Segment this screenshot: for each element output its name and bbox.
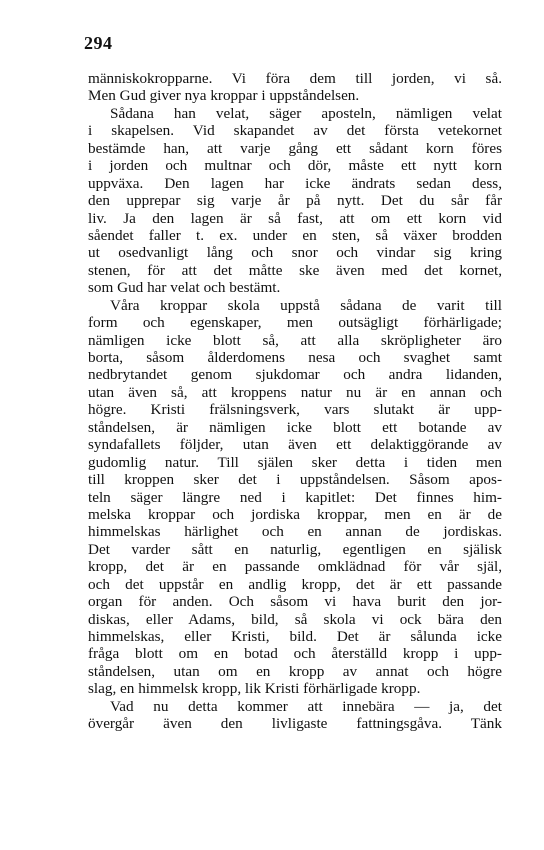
- text-line: Våra kroppar skola uppstå sådana de varit till: [110, 296, 502, 314]
- text-line: himmelskas, eller Kristi, bild. Det är sålunda icke: [88, 628, 502, 645]
- text-line: himmelskas härlighet och en annan de jordiskas.: [88, 523, 502, 541]
- text-line: form och egenskaper, men outsägligt förhärligade;: [88, 314, 502, 332]
- text-line: såendet faller t. ex. under en sten, så växer brodden: [88, 226, 502, 244]
- text-line: melska kroppar och jordiska kroppar, men en är de: [88, 505, 502, 523]
- text-line: övergår även den livligaste fattningsgåva. Tänk: [88, 715, 502, 733]
- text-line: organ för anden. Och såsom vi hava burit den jor-: [88, 593, 502, 611]
- text-line: Men Gud giver nya kroppar i uppståndelsen.: [88, 87, 360, 105]
- page-number: 294: [84, 33, 113, 53]
- text-line: i skapelsen. Vid skapandet av det första vetekornet: [88, 122, 502, 140]
- text-line: ut osedvanligt lång och snor och vindar sig kring: [88, 244, 502, 262]
- text-line: Sådana han velat, säger aposteln, nämligen velat: [110, 104, 502, 122]
- text-line: kropp, det är en passande omklädnad för vår själ,: [88, 558, 502, 576]
- text-line: till kroppen sker det i uppståndelsen. Såsom apos-: [88, 471, 502, 489]
- text-line: Det varder sått en naturlig, egentligen en själisk: [88, 540, 502, 558]
- text-line: gudomlig natur. Till själen sker detta i tiden men: [88, 453, 502, 471]
- text-line: ståndelsen, är nämligen icke blott ett botande av: [88, 418, 502, 436]
- text-line: slag, en himmelsk kropp, lik Kristi förhärligade kropp.: [88, 680, 421, 698]
- text-line: diskas, eller Adams, bild, så skola vi ock bära den: [88, 610, 502, 628]
- text-line: högre. Kristi frälsningsverk, vars slutakt är upp-: [88, 401, 502, 419]
- text-line: och det uppstår en andlig kropp, det är ett passande: [88, 575, 502, 593]
- text-line: som Gud har velat och bestämt.: [88, 279, 281, 297]
- text-line: Vad nu detta kommer att innebära — ja, det: [110, 697, 502, 715]
- text-line: syndafallets följder, utan även ett delaktiggörande av: [88, 436, 502, 454]
- text-line: utan även så, att kroppens natur nu är en annan och: [88, 383, 502, 401]
- text-line: nedbrytandet genom sjukdomar och andra lidanden,: [88, 366, 502, 384]
- text-line: nämligen icke blott så, att alla skröpligheter äro: [88, 331, 502, 349]
- text-line: borta, såsom ålderdomens nesa och svaghet samt: [88, 349, 502, 366]
- text-line: fråga blott om en botad och återställd kropp i upp-: [88, 645, 502, 663]
- text-line: stenen, för att det måtte ske även med det kornet,: [88, 261, 502, 279]
- text-line: i jorden och multnar och dör, måste ett nytt korn: [88, 157, 502, 175]
- text-line: ståndelsen, utan om en kropp av annat och högre: [88, 662, 502, 680]
- text-line: bestämde han, att varje gång ett sådant korn föres: [88, 139, 502, 157]
- text-line: liv. Ja den lagen är så fast, att om ett korn vid: [88, 209, 502, 227]
- body-text: [88, 70, 502, 733]
- text-line: människokropparne. Vi föra dem till jorden, vi så.: [88, 70, 502, 87]
- text-line: teln säger längre ned i kapitlet: Det finnes him-: [88, 488, 502, 506]
- text-line: den upprepar sig varje år på nytt. Det du sår får: [88, 192, 502, 210]
- text-line: uppväxa. Den lagen har icke ändrats sedan dess,: [88, 174, 502, 192]
